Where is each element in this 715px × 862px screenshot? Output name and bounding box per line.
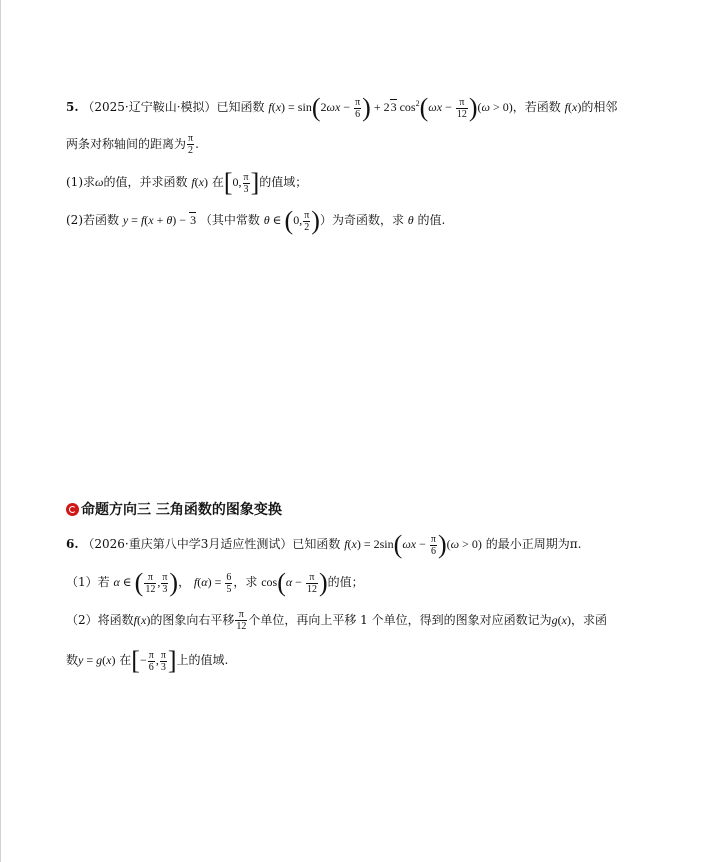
- problem-number: 5.: [66, 100, 79, 114]
- problem-5-condition: 两条对称轴间的距离为 $\frac{\pi}{2}$ .: [66, 133, 199, 156]
- section-heading: 命题方向三 三角函数的图象变换: [66, 500, 282, 520]
- section-badge-icon: [66, 503, 79, 516]
- problem-6-part-2: （2）将函数f(x)的图象向右平移 $\frac{\pi}{12}$ 个单位，再向上平移 1 个单位，得到的图象对应函数记为g(x)，求函: [66, 609, 607, 632]
- problem-6-statement: 6. （2026·重庆第八中学3月适应性测试）已知函数 f(x) = 2sin(ωx − $\frac{\pi}{6}$ )(ω > 0) 的最小正周期为π.: [66, 530, 582, 559]
- problem-6-part-2-cont: 数y = g(x) 在[− $\frac{\pi}{6}$ , $\frac{\pi}{3}$ ]上的值域.: [66, 646, 229, 675]
- problem-5-part-1: (1)求ω的值，并求函数 f(x) 在[0, $\frac{\pi}{3}$ ]的值域；: [66, 168, 308, 197]
- problem-source: （2025·辽宁鞍山·模拟）: [82, 100, 217, 114]
- problem-number: 6.: [66, 537, 79, 551]
- page-border: [0, 0, 1, 862]
- problem-source: （2026·重庆第八中学3月适应性测试）: [82, 537, 293, 551]
- function-definition: f(x) = 2sin(ωx − $\frac{\pi}{6}$ )(ω > 0): [344, 530, 482, 559]
- problem-5-statement: 5. （2025·辽宁鞍山·模拟）已知函数 f(x) = sin(2ωx − $\frac{\pi}{6}$ ) + 23 $\cos^2(\omega x$ − $\frac{\pi}{12}$ )(ω > 0)，若函数 f(x)的相邻: [66, 93, 618, 122]
- function-definition: f(x) = sin(2ωx − $\frac{\pi}{6}$ ) + 23 $\cos^2(\omega x$ − $\frac{\pi}{12}$ )(ω > 0): [268, 93, 513, 122]
- problem-5-part-2: (2)若函数 y = f(x + θ) − 3 （其中常数 θ ∈ (0, $\frac{\pi}{2}$ )）为奇函数，求 θ 的值.: [66, 206, 446, 235]
- problem-6-part-1: （1）若 α ∈ ( $\frac{\pi}{12}$ , $\frac{\pi}{3}$ )， f(α) = $\frac{6}{5}$ ，求 cos(α − $\frac{\pi}{12}$ )的值；: [66, 568, 364, 597]
